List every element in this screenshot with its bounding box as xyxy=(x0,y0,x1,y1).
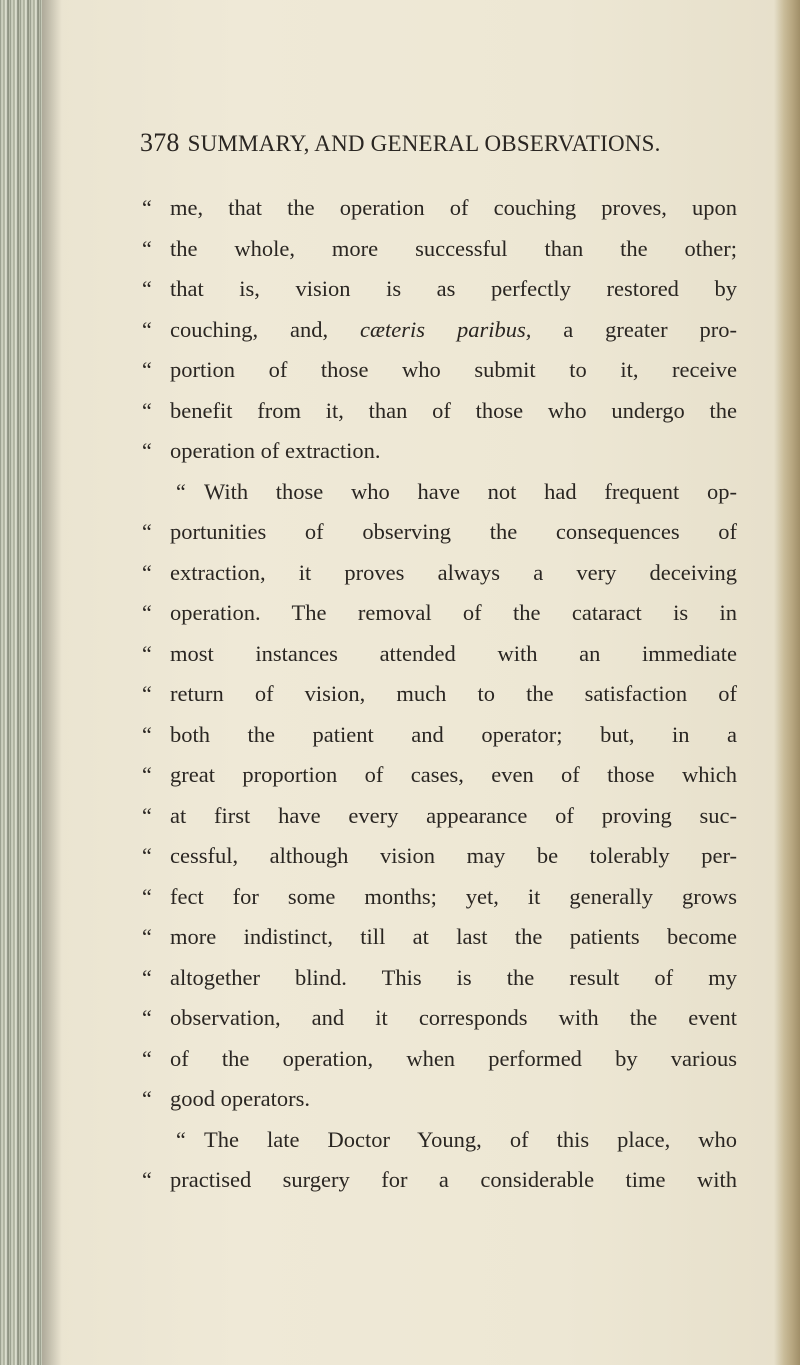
quote-mark: “ xyxy=(142,195,152,220)
line-text-pre: couching, and, xyxy=(170,316,361,342)
text-line xyxy=(142,593,742,634)
line-text: at first have every appearance of proving suc- xyxy=(170,802,737,828)
line-text: most instances attended with an immediate xyxy=(170,640,737,666)
body-text xyxy=(142,188,742,1201)
text-line xyxy=(142,796,742,837)
text-line xyxy=(142,674,742,715)
quote-mark: “ xyxy=(176,478,186,504)
text-line xyxy=(142,755,742,796)
latin-phrase: cæteris paribus, xyxy=(360,316,532,342)
line-text: The late Doctor Young, of this place, who xyxy=(204,1126,737,1152)
text-line xyxy=(142,188,742,229)
quote-mark: “ xyxy=(142,600,152,625)
quote-mark: “ xyxy=(142,1005,152,1030)
text-line xyxy=(142,512,742,553)
line-text: more indistinct, till at last the patients become xyxy=(170,924,737,949)
line-text: return of vision, much to the satisfaction of xyxy=(170,681,737,706)
line-text: benefit from it, than of those who undergo the xyxy=(170,397,737,423)
quote-mark: “ xyxy=(142,1045,152,1071)
text-line xyxy=(142,1039,742,1080)
line-text: practised surgery for a considerable time with xyxy=(170,1167,737,1192)
text-line xyxy=(142,472,742,513)
gutter-shadow xyxy=(42,0,62,1365)
quote-mark: “ xyxy=(142,681,152,706)
quote-mark: “ xyxy=(142,316,152,342)
text-line xyxy=(142,431,742,472)
line-text: both the patient and operator; but, in a xyxy=(170,721,737,747)
line-text: fect for some months; yet, it generally grows xyxy=(170,883,737,909)
quote-mark: “ xyxy=(142,883,152,909)
line-text: portion of those who submit to it, receive xyxy=(170,357,737,382)
quote-mark: “ xyxy=(142,235,152,261)
text-line xyxy=(142,229,742,270)
line-text-post: a greater pro- xyxy=(531,316,737,342)
text-line xyxy=(142,1160,742,1201)
line-text: observation, and it corresponds with the event xyxy=(170,1005,737,1030)
quote-mark: “ xyxy=(142,519,152,544)
text-line xyxy=(142,836,742,877)
quote-mark: “ xyxy=(142,438,152,463)
line-text: altogether blind. This is the result of my xyxy=(170,964,737,990)
text-line xyxy=(142,917,742,958)
text-line xyxy=(142,269,742,310)
text-line xyxy=(142,877,742,918)
line-text: operation of extraction. xyxy=(170,438,381,463)
text-line xyxy=(142,998,742,1039)
quote-mark: “ xyxy=(142,276,152,301)
text-line xyxy=(142,350,742,391)
quote-mark: “ xyxy=(142,802,152,828)
text-line xyxy=(142,553,742,594)
line-text: the whole, more successful than the other; xyxy=(170,235,737,261)
text-line xyxy=(142,634,742,675)
line-text: portunities of observing the consequences of xyxy=(170,519,737,544)
line-text: of the operation, when performed by various xyxy=(170,1045,737,1071)
running-title: SUMMARY, AND GENERAL OBSERVATIONS. xyxy=(187,131,661,156)
text-line xyxy=(142,1079,742,1120)
text-line xyxy=(142,310,742,351)
line-text: cessful, although vision may be tolerably per- xyxy=(170,843,737,868)
line-text: good operators. xyxy=(170,1086,310,1111)
line-text: that is, vision is as perfectly restored by xyxy=(170,276,737,301)
line-text: great proportion of cases, even of those which xyxy=(170,762,737,787)
quote-mark: “ xyxy=(142,397,152,423)
page-edge xyxy=(774,0,800,1365)
quote-mark: “ xyxy=(176,1126,186,1152)
line-text: me, that the operation of couching proves, upon xyxy=(170,195,737,220)
quote-mark: “ xyxy=(142,721,152,747)
quote-mark: “ xyxy=(142,640,152,666)
line-text: With those who have not had frequent op- xyxy=(204,478,737,504)
quote-mark: “ xyxy=(142,964,152,990)
text-line xyxy=(142,1120,742,1161)
line-text: operation. The removal of the cataract is in xyxy=(170,600,737,625)
text-line xyxy=(142,715,742,756)
line-text: extraction, it proves always a very deceiving xyxy=(170,559,737,585)
book-binding xyxy=(0,0,42,1365)
text-line xyxy=(142,391,742,432)
text-line xyxy=(142,958,742,999)
quote-mark: “ xyxy=(142,357,152,382)
quote-mark: “ xyxy=(142,1086,152,1111)
quote-mark: “ xyxy=(142,924,152,949)
running-header xyxy=(140,128,740,158)
page-number: 378 xyxy=(140,128,180,157)
quote-mark: “ xyxy=(142,843,152,868)
quote-mark: “ xyxy=(142,762,152,787)
quote-mark: “ xyxy=(142,559,152,585)
quote-mark: “ xyxy=(142,1167,152,1192)
line-text xyxy=(170,310,737,351)
